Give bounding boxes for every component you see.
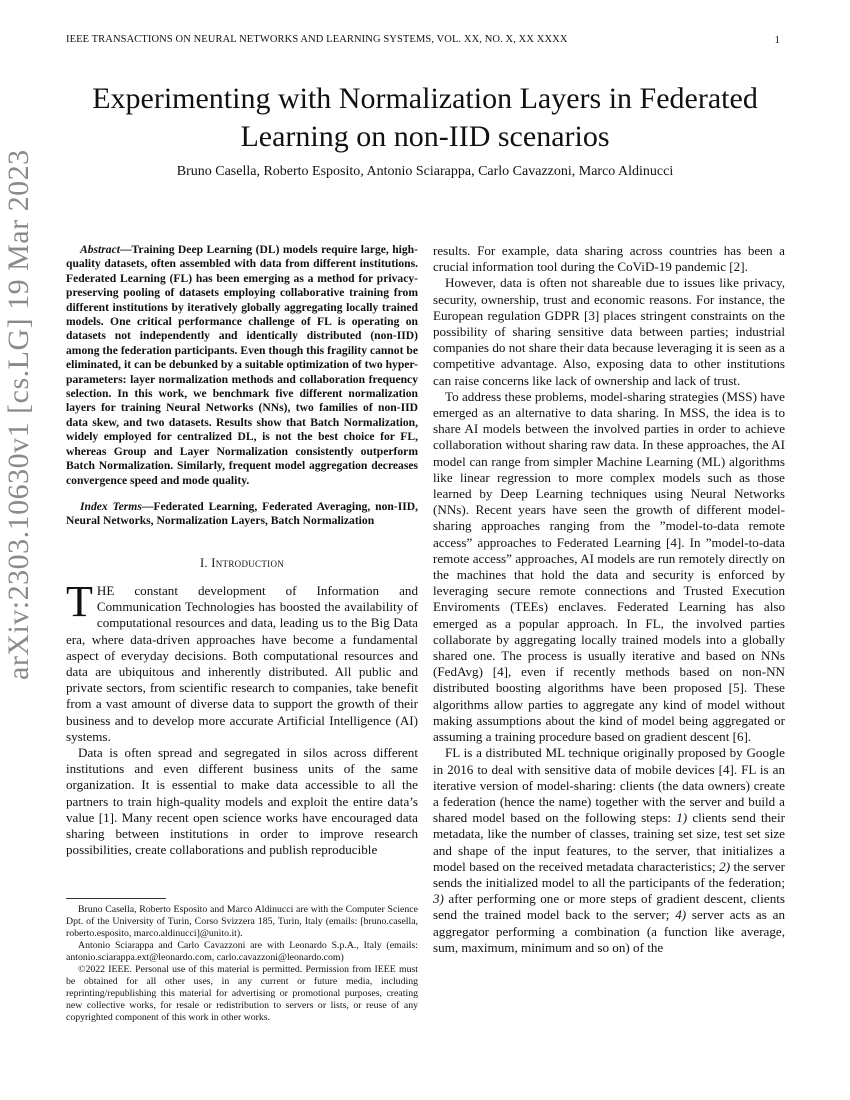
section-heading bbox=[66, 555, 418, 571]
fl-steps-intro: FL is a distributed ML technique originally proposed by Google in 2016 to deal with sensitive data of mobile devices [4]. FL is an iterative version of model-sharing: clients (the data owners) create a federation (hence the name) together with the server and build a shared model based on the following steps: bbox=[433, 745, 785, 826]
step-2-text: the server sends the initialized model to all the participants of the federation; bbox=[433, 858, 786, 890]
left-column bbox=[66, 243, 418, 858]
page-number: 1 bbox=[774, 34, 780, 46]
lead-word: HE bbox=[96, 582, 115, 598]
right-paragraph-0: results. For example, data sharing across countries has been a crucial information tool during the CoViD-19 pandemic [2]. bbox=[433, 243, 785, 275]
step-4-text: server acts as an aggregator performing a combination (a function like average, sum, maximum, minimum and so on) of the bbox=[433, 907, 786, 955]
paper-title: Experimenting with Normalization Layers in Federated Learning on non-IID scenarios bbox=[92, 82, 758, 153]
step-2-marker: 2) bbox=[719, 858, 731, 874]
intro-paragraph-2: Data is often spread and segregated in silos across different institutions and even different business units of the same organization. It is essential to make data accessible to all the partners to train high-quality models and exploit the entire data’s value [1]. Many recent open science works have encouraged data sharing between institutions in order to improve research possibilities, create collaborations and publish reproducible bbox=[66, 744, 418, 858]
index-terms-text: —Federated Learning, Federated Averaging, non-IID, Neural Networks, Normalization Layers, Batch Normalization bbox=[66, 499, 418, 528]
footnote-affiliation-2: Antonio Sciarappa and Carlo Cavazzoni are with Leonardo S.p.A., Italy (emails: antonio.sciarappa.ext@leonardo.com, carlo.cavazzoni@leonardo.com) bbox=[66, 940, 418, 963]
right-paragraph-2: To address these problems, model-sharing strategies (MSS) have emerged as an alternative to data sharing. In MSS, the idea is to share AI models between the involved parties in order to achieve collaboration without sharing raw data. In these approaches, the AI model can range from simpler Machine Learning (ML) algorithms like linear regression to more complex models such as those learned by Deep Learning techniques using Neural Networks (NNs). Recent years have seen the growth of different model-sharing approaches ranging from the ”model-to-data remote access” approaches to Federated Learning [4]. In ”model-to-data remote access” approaches, AI models are run remotely directly on the machines that hold the data and security is enforced by leveraging secure remote connections and Trusted Execution Enviroments (TEEs) enclaves. Federated Learning has also emerged as a popular approach. In FL, the involved parties collaborate by aggregating locally trained models into a globally shared one. The process is usually iterative and based on NNs (FedAvg) [4], even if recently methods based on non-NN distributed boosting algorithms have been proposed [5]. These algorithms allow parties to aggregate any kind of model without making assumptions about the kind of model being aggregated or assuming a training procedure based on gradient descent [6]. bbox=[433, 388, 785, 745]
step-4-marker: 4) bbox=[675, 907, 687, 923]
abstract-text: —Training Deep Learning (DL) models require large, high-quality datasets, often assembled with data from different institutions. Federated Learning (FL) has been emerging as a method for privacy-preserving pooling of datasets employing collaborative training from different institutions by iteratively globally aggregating locally trained models. One critical performance challenge of FL is operating on datasets not independently and identically distributed (non-IID) among the federation participants. Even though this fragility cannot be eliminated, it can be debunked by a suitable optimization of two hyper-parameters: layer normalization methods and collaboration frequency selection. In this work, we benchmark five different normalization layers for training Neural Networks (NNs), two families of non-IID data skew, and two datasets. Results show that Batch Normalization, widely employed for centralized DL, is not the best choice for FL, whereas Group and Layer Normalization consistently outperform Batch Normalization. Similarly, frequent model aggregation decreases convergence speed and mode quality. bbox=[66, 243, 418, 487]
abstract bbox=[66, 243, 418, 488]
intro-paragraph-1 bbox=[66, 576, 418, 745]
step-1-text: clients send their metadata, like the number of classes, training set size, test set size and shape of the input features, to the server, that initializes a model based on the received metadata characteristics; bbox=[433, 810, 785, 874]
intro-paragraph-1-text: constant development of Information and Communication Technologies has boosted the availability of computational resources and data, leading us to the Big Data era, where data-driven approaches have become a fundamental aspect of everyday decisions. Both computational resources and data are ubiquitous and inherently distributed. All public and private sectors, from scientific research to companies, take benefit from a vast amount of diverse data to support the growth of their business and to develop more accurate Artificial Intelligence (AI) systems. bbox=[66, 582, 418, 744]
footnote-affiliation-1: Bruno Casella, Roberto Esposito and Marco Aldinucci are with the Computer Science Dpt. of the University of Turin, Corso Svizzera 185, Turin, Italy (emails: [bruno.casella, roberto.esposito, marco.aldinucci]@unito.it). bbox=[66, 904, 418, 939]
author-list: Bruno Casella, Roberto Esposito, Antonio Sciarappa, Carlo Cavazzoni, Marco Aldinucci bbox=[176, 164, 674, 179]
index-terms-label: Index Terms bbox=[80, 499, 142, 513]
right-column bbox=[433, 243, 785, 956]
drop-cap: T bbox=[66, 576, 93, 626]
section-title: Introduction bbox=[211, 555, 285, 570]
right-paragraph-1: However, data is often not shareable due to issues like privacy, security, ownership, trust and economic reasons. For instance, the European regulation GDPR [3] places stringent constraints on the possibility of sharing sensitive data between parties; industrial companies do not share their data because leveraging it is seen as a competitive advantage. Also, exposing data to other institutions can raise concerns like lack of ownership and lack of trust. bbox=[433, 275, 785, 388]
right-paragraph-3 bbox=[433, 745, 785, 956]
footnote-rule bbox=[66, 898, 166, 899]
running-header: IEEE TRANSACTIONS ON NEURAL NETWORKS AND LEARNING SYSTEMS, VOL. XX, NO. X, XX XXXX bbox=[66, 34, 568, 45]
abstract-label: Abstract bbox=[80, 243, 120, 256]
index-terms bbox=[66, 500, 418, 529]
arxiv-stamp: arXiv:2303.10630v1 [cs.LG] 19 Mar 2023 bbox=[2, 149, 35, 680]
section-numeral: I. bbox=[199, 555, 212, 570]
step-1-marker: 1) bbox=[676, 810, 688, 826]
step-3-marker: 3) bbox=[433, 891, 444, 907]
footnote-copyright: ©2022 IEEE. Personal use of this material is permitted. Permission from IEEE must be obtained for all other uses, in any current or future media, including reprinting/republishing this material for advertising or promotional purposes, creating new collective works, for resale or redistribution to servers or lists, or reuse of any copyrighted component of this work in other works. bbox=[66, 964, 418, 1023]
step-3-text: after performing one or more steps of gradient descent, clients send the trained model back to the server; bbox=[433, 891, 785, 923]
footnote bbox=[66, 904, 418, 1024]
